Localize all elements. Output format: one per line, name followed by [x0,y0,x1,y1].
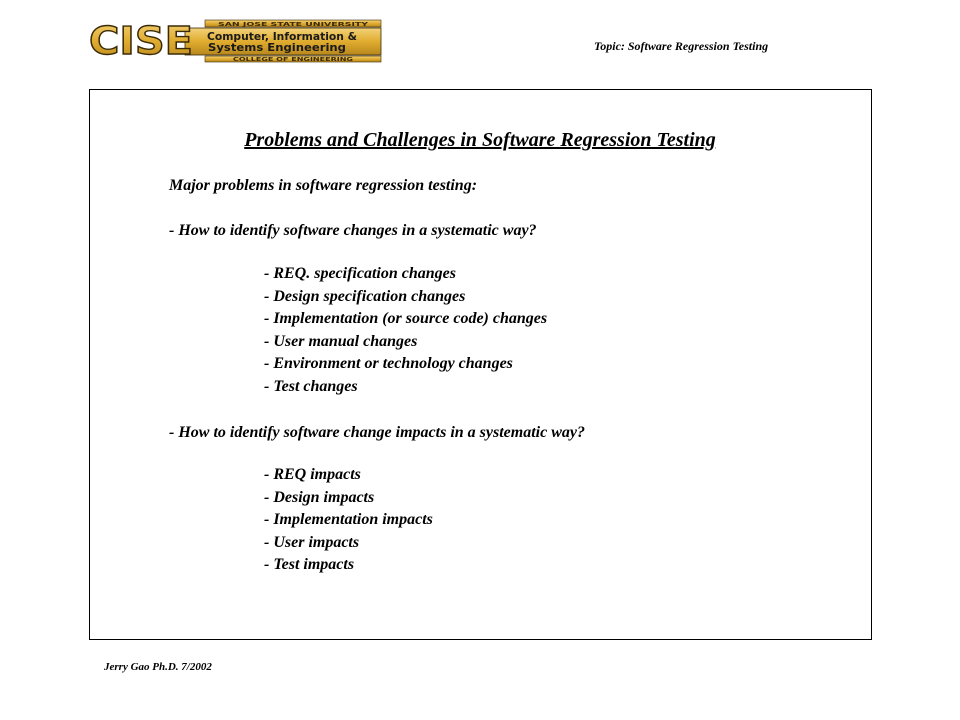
author-footer: Jerry Gao Ph.D. 7/2002 [104,661,212,673]
logo-department-line1: Computer, Information & [207,31,357,43]
topic-label: Topic: Software Regression Testing [594,39,769,53]
list-item: - Environment or technology changes [264,355,513,372]
changes-list [264,263,547,398]
question-changes: - How to identify software changes in a systematic way? [169,222,537,239]
list-item: - User impacts [264,533,360,551]
list-item: - Design impacts [264,488,375,506]
slide-title: Problems and Challenges in Software Regression Testing [244,129,716,151]
logo-department-line2: Systems Engineering [208,42,346,54]
list-item: - REQ. specification changes [264,265,456,282]
logo-letters: CISE [89,19,193,63]
logo-university: SAN JOSE STATE UNIVERSITY [218,22,369,28]
list-item: - Test impacts [264,556,355,573]
intro-text: Major problems in software regression testing: [169,177,478,194]
list-item: - Design specification changes [264,287,466,305]
list-item: - Test changes [264,377,358,395]
question-impacts: - How to identify software change impacts in a systematic way? [169,424,585,441]
logo-college: COLLEGE OF ENGINEERING [233,58,305,63]
impacts-list [264,464,433,577]
list-item: - Implementation (or source code) changes [264,310,548,327]
list-item: - User manual changes [264,332,418,350]
cise-logo [87,17,382,65]
list-item: - REQ impacts [264,466,361,483]
list-item: - Implementation impacts [264,511,433,528]
